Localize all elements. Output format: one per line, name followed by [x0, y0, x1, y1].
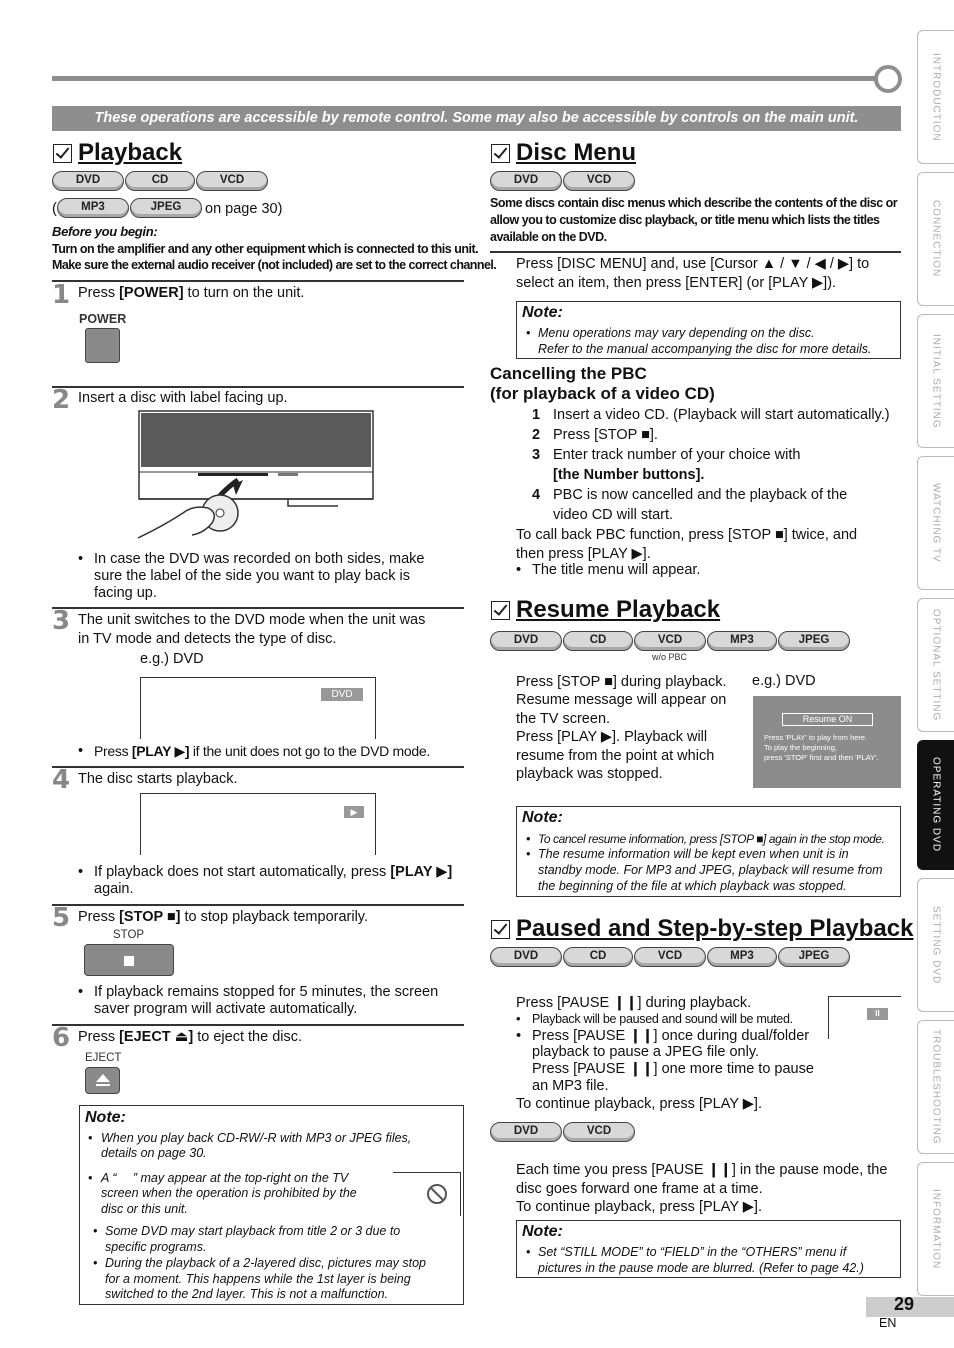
step1-text: Press [POWER] to turn on the unit. [78, 285, 305, 301]
pill-cd: CD [563, 631, 633, 651]
divider [52, 607, 464, 609]
step2-bullet-line2: sure the label of the side you want to play back is [94, 568, 410, 584]
note4-line3: switched to the 2nd layer. This is not a malfunction. [105, 1287, 389, 1301]
note4-line2: for a moment. This happens while the 1st layer is being [105, 1272, 411, 1286]
stop-label: STOP [113, 929, 145, 941]
resume-note-1: To cancel resume information, press [STOP ■] again in the stop mode. [538, 832, 885, 846]
step-number: 1 [52, 280, 71, 310]
note3-line2: specific programs. [105, 1240, 207, 1254]
step2-bullet-line1: In case the DVD was recorded on both sides, make [94, 551, 425, 567]
sidebar-tab-setting-dvd[interactable]: SETTING DVD [917, 878, 954, 1012]
bullet-dot: • [526, 1245, 531, 1259]
language-label: EN [879, 1316, 897, 1330]
checkbox-icon [53, 144, 72, 163]
power-button-illustration [85, 328, 120, 363]
divider [52, 386, 464, 388]
sidebar-tab-information[interactable]: INFORMATION [917, 1162, 954, 1296]
resume-osd-line3: press 'STOP' first and then 'PLAY'. [764, 753, 879, 762]
bullet-dot: • [526, 847, 531, 861]
osd-dvd-badge: DVD [321, 688, 363, 701]
step-number: 5 [52, 903, 71, 933]
disc-menu-note-2: Refer to the manual accompanying the disc for more details. [538, 342, 872, 356]
pill-dvd: DVD [490, 171, 562, 191]
checkbox-icon [491, 601, 510, 620]
pill-jpeg: JPEG [778, 631, 850, 651]
step3-example: e.g.) DVD [140, 651, 204, 667]
checkbox-icon [491, 144, 510, 163]
playback-heading: Playback [53, 139, 182, 167]
bullet-dot: • [78, 984, 84, 1000]
pause-bullet-2-line2: playback to pause a JPEG file only. [532, 1044, 760, 1060]
stop-icon [124, 956, 134, 966]
step-number: 4 [52, 765, 71, 795]
pbc-callback-1: To call back PBC function, press [STOP ■] twice, and [516, 527, 858, 543]
pbc-step1: Insert a video CD. (Playback will start automatically.) [553, 407, 890, 423]
prohibited-icon [426, 1183, 448, 1205]
divider [52, 904, 464, 906]
pill-mp3: MP3 [57, 198, 129, 218]
pause-bullet-1: Playback will be paused and sound will be muted. [532, 1012, 793, 1026]
resume-osd-title: Resume ON [782, 713, 873, 726]
divider [52, 766, 464, 768]
note3-line1: Some DVD may start playback from title 2 or 3 due to [105, 1224, 401, 1238]
resume-osd-line2: To play the beginning, [764, 743, 837, 752]
pill-vcd: VCD [196, 171, 268, 191]
pill-jpeg: JPEG [778, 947, 850, 967]
note-title: Note: [522, 809, 563, 826]
note1-line1: When you play back CD-RW/-R with MP3 or JPEG files, [101, 1131, 412, 1145]
pbc-step4-line1: PBC is now cancelled and the playback of the [553, 487, 848, 503]
resume-heading: Resume Playback [491, 596, 720, 624]
step3-line1: The unit switches to the DVD mode when the unit was [78, 612, 426, 628]
note1-line2: details on page 30. [101, 1146, 207, 1160]
pbc-step3-line1: Enter track number of your choice with [553, 447, 801, 463]
bullet-dot: • [526, 326, 531, 340]
pill-vcd: VCD [634, 631, 706, 651]
paused-note-line1: Set “STILL MODE” to “FIELD” in the “OTHERS” menu if [538, 1245, 847, 1259]
note-title: Note: [522, 1223, 563, 1240]
pause-line1: Press [PAUSE ❙❙] during playback. [516, 995, 752, 1011]
pause-icon: II [867, 1008, 888, 1020]
resume-example: e.g.) DVD [752, 673, 816, 689]
bullet-dot: • [78, 551, 84, 567]
pbc-heading-2: (for playback of a video CD) [490, 384, 715, 403]
resume-line1: Press [STOP ■] during playback. [516, 674, 727, 690]
pause-bullet-2-line1: Press [PAUSE ❙❙] once during dual/folder [532, 1028, 810, 1044]
pill-cd: CD [563, 947, 633, 967]
note2-line1: A “ ⃠ ” may appear at the top-right on the TV [101, 1171, 349, 1185]
pill-dvd: DVD [490, 1122, 562, 1142]
resume-note-2-line1: The resume information will be kept even when unit is in [538, 847, 849, 861]
resume-line5: resume from the point at which [516, 748, 715, 764]
pbc-step4-line2: video CD will start. [553, 507, 674, 523]
pills2-prefix: ( [52, 201, 57, 217]
resume-line3: the TV screen. [516, 711, 611, 727]
tv-screen-playing [140, 793, 376, 855]
note-title: Note: [522, 304, 563, 321]
bullet-dot: • [526, 832, 531, 846]
pill-cd: CD [125, 171, 195, 191]
before-text-1: Turn on the amplifier and any other equipment which is connected to this unit. [52, 242, 479, 256]
pause-continue: To continue playback, press [PLAY ▶]. [516, 1096, 762, 1112]
bullet-dot: • [516, 1011, 521, 1026]
step3-line2: in TV mode and detects the type of disc. [78, 631, 337, 647]
top-rule-circle [874, 65, 902, 93]
pause-bullet-2-line3: Press [PAUSE ❙❙] one more time to pause [532, 1061, 814, 1077]
pbc-callback-2: then press [PLAY ▶]. [516, 546, 651, 562]
eject-button-illustration [85, 1067, 120, 1094]
bullet-dot: • [78, 743, 84, 759]
resume-line6: playback was stopped. [516, 766, 663, 782]
step2-text: Insert a disc with label facing up. [78, 390, 288, 406]
bullet-dot: • [93, 1256, 98, 1270]
pill-mp3: MP3 [707, 631, 777, 651]
step-line1: Each time you press [PAUSE ❙❙] in the pause mode, the [516, 1162, 888, 1178]
sidebar-tab-connection[interactable]: CONNECTION [917, 172, 954, 306]
tv-screen-dvd [140, 677, 376, 739]
resume-note-2-line2: standby mode. For MP3 and JPEG, playback will resume from [538, 863, 883, 877]
pbc-step-number: 4 [532, 487, 541, 503]
pill-dvd: DVD [490, 947, 562, 967]
step4-text: The disc starts playback. [78, 771, 238, 787]
step-line3: To continue playback, press [PLAY ▶]. [516, 1199, 762, 1215]
step-number: 6 [52, 1023, 71, 1053]
bullet-dot: • [93, 1224, 98, 1238]
step6-text: Press [EJECT ⏏] to eject the disc. [78, 1029, 303, 1045]
divider [52, 280, 464, 282]
pbc-step-number: 3 [532, 447, 541, 463]
before-text-2: Make sure the external audio receiver (not included) are set to the correct channel. [52, 258, 497, 272]
sidebar-tab-watching-tv[interactable]: WATCHING TV [917, 456, 954, 590]
eject-icon [96, 1074, 110, 1082]
resume-osd-line1: Press 'PLAY' to play from here. [764, 733, 868, 742]
wo-pbc-label: w/o PBC [652, 652, 688, 662]
bullet-dot: • [516, 1028, 522, 1044]
resume-line2: Resume message will appear on [516, 692, 727, 708]
pill-dvd: DVD [52, 171, 124, 191]
disc-menu-instruction-2: select an item, then press [ENTER] (or [PLAY ▶]). [516, 275, 837, 291]
step5-text: Press [STOP ■] to stop playback temporarily. [78, 909, 369, 925]
disc-menu-intro-1: Some discs contain disc menus which describe the contents of the disc or [490, 196, 898, 210]
pbc-heading-1: Cancelling the PBC [490, 364, 647, 383]
pbc-step-number: 2 [532, 427, 541, 443]
disc-menu-intro-3: available on the DVD. [490, 230, 607, 244]
resume-tv-screen [753, 696, 901, 788]
note2-line2: screen when the operation is prohibited by the [101, 1186, 357, 1200]
before-title: Before you begin: [52, 224, 158, 239]
pause-bullet-2-line4: an MP3 file. [532, 1078, 609, 1094]
pill-vcd: VCD [563, 1122, 635, 1142]
resume-note-2-line3: the beginning of the file at which playback was stopped. [538, 879, 847, 893]
bullet-dot: • [78, 864, 84, 880]
pbc-step2: Press [STOP ■]. [553, 427, 658, 443]
sidebar-tab-troubleshooting[interactable]: TROUBLESHOOTING [917, 1020, 954, 1154]
insert-disc-illustration [138, 410, 378, 540]
divider [490, 251, 901, 253]
disc-menu-instruction-1: Press [DISC MENU] and, use [Cursor ▲ / ▼ / ◀ / ▶] to [516, 256, 870, 272]
play-icon: ▶ [344, 806, 364, 818]
checkbox-icon [491, 920, 510, 939]
paused-note-line2: pictures in the pause mode are blurred. (Refer to page 42.) [538, 1261, 864, 1275]
pill-mp3: MP3 [707, 947, 777, 967]
pills2-suffix: on page 30) [205, 201, 283, 217]
pause-tv-screen [828, 996, 901, 1039]
divider [52, 1024, 464, 1026]
disc-menu-heading: Disc Menu [491, 139, 636, 167]
disc-menu-note-1: Menu operations may vary depending on the disc. [538, 326, 815, 340]
power-label: POWER [79, 312, 127, 326]
note-title: Note: [85, 1109, 126, 1126]
page-number: 29 [894, 1294, 915, 1314]
step-number: 2 [52, 385, 71, 415]
top-rule [52, 76, 880, 81]
prohibited-screen [393, 1172, 461, 1216]
pill-vcd: VCD [634, 947, 706, 967]
pbc-step-number: 1 [532, 407, 541, 423]
step3-bullet: Press [PLAY ▶] if the unit does not go to the DVD mode. [94, 743, 430, 759]
eject-label: EJECT [85, 1052, 122, 1064]
pbc-bullet: The title menu will appear. [532, 562, 701, 578]
disc-menu-intro-2: allow you to customize disc playback, or title menu which lists the titles [490, 213, 880, 227]
step-number: 3 [52, 606, 71, 636]
remote-control-banner: These operations are accessible by remote control. Some may also be accessible by controls on the main unit. [52, 106, 901, 131]
bullet-dot: • [516, 562, 522, 578]
step4-bullet-line2: again. [94, 881, 134, 897]
note4-line1: During the playback of a 2-layered disc, pictures may stop [105, 1256, 426, 1270]
sidebar-tab-optional-setting[interactable]: OPTIONAL SETTING [917, 598, 954, 732]
pbc-step3-line2: [the Number buttons]. [553, 467, 705, 483]
pill-dvd: DVD [490, 631, 562, 651]
pill-vcd: VCD [563, 171, 635, 191]
stop-button-illustration [84, 944, 174, 976]
resume-line4: Press [PLAY ▶]. Playback will [516, 729, 708, 745]
note2-line3: disc or this unit. [101, 1202, 188, 1216]
pill-jpeg: JPEG [130, 198, 202, 218]
step-line2: disc goes forward one frame at a time. [516, 1181, 763, 1197]
sidebar-tab-operating-dvd[interactable]: OPERATING DVD [917, 740, 954, 870]
step2-bullet-line3: facing up. [94, 585, 157, 601]
sidebar-tab-initial-setting[interactable]: INITIAL SETTING [917, 314, 954, 448]
bullet-dot: • [88, 1131, 93, 1145]
step5-bullet-line2: saver program will activate automatically. [94, 1001, 358, 1017]
bullet-dot: • [88, 1171, 93, 1185]
step5-bullet-line1: If playback remains stopped for 5 minutes, the screen [94, 984, 439, 1000]
step4-bullet-line1: If playback does not start automatically, press [PLAY ▶] [94, 864, 453, 880]
paused-heading: Paused and Step-by-step Playback [491, 915, 913, 943]
sidebar-tab-introduction[interactable]: INTRODUCTION [917, 30, 954, 164]
